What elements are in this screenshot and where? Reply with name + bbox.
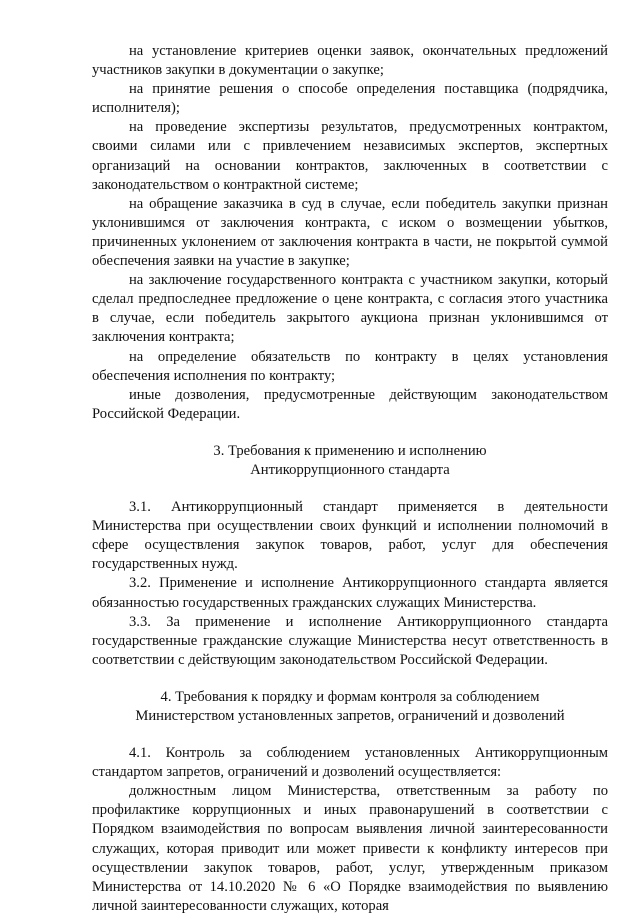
paragraph: на принятие решения о способе определения поставщика (подрядчика, исполнителя); xyxy=(92,81,608,117)
section-3-heading-line2: Антикоррупционного стандарта xyxy=(250,461,450,478)
section-4-heading: 4. Требования к порядку и формам контроля за соблюдением xyxy=(160,688,540,705)
paragraph: на заключение государственного контракта с участником закупки, который сделал предпоследнее предложение о цене контракта, с согласия этого участника в случае, если победитель закрытого аукциона признан уклонившимся от заключения контракта; xyxy=(92,272,608,346)
section-3-heading: 3. Требования к применению и исполнению xyxy=(213,442,487,459)
document-body xyxy=(92,42,608,916)
paragraph: на обращение заказчика в суд в случае, если победитель закупки признан уклонившимся от заключения контракта, с иском о возмещении убытков, причиненных уклонением от заключения контракта в части, не покрытой суммой обеспечения заявки на участие в закупке; xyxy=(92,195,608,270)
section-4-heading-line2: Министерством установленных запретов, ограничений и дозволений xyxy=(135,708,565,724)
paragraph: на установление критериев оценки заявок, окончательных предложений участников закупки в документации о закупке; xyxy=(92,43,608,79)
paragraph: 3.3. За применение и исполнение Антикоррупционного стандарта государственные гражданские служащие Министерства несут ответственность в соответствии с действующим законодательством Российской Федерации. xyxy=(92,613,608,668)
paragraph: 3.2. Применение и исполнение Антикоррупционного стандарта является обязанностью государственных гражданских служащих Министерства. xyxy=(92,575,608,611)
paragraph: 4.1. Контроль за соблюдением установленных Антикоррупционным стандартом запретов, ограничений и дозволений осуществляется: xyxy=(92,745,608,781)
paragraph: должностным лицом Министерства, ответственным за работу по профилактике коррупционных и иных правонарушений в соответствии с Порядком взаимодействия по вопросам выявления личной заинтересованности служащих, которая приводит или может привести к конфликту интересов при осуществлении закупок товаров, работ, услуг, утвержденным приказом Министерства от 14.10.2020 № 6 «О Порядке взаимодействия по выявлению личной заинтересованности служащих, которая xyxy=(92,783,608,914)
paragraph: иные дозволения, предусмотренные действующим законодательством Российской Федерации. xyxy=(92,386,608,422)
paragraph: на проведение экспертизы результатов, предусмотренных контрактом, своими силами или с привлечением независимых экспертов, экспертных организаций на основании контрактов, заключенных в соответствии с законодательством о контрактной системе; xyxy=(92,119,608,193)
paragraph: на определение обязательств по контракту в целях установления обеспечения исполнения по контракту; xyxy=(92,348,608,384)
paragraph: 3.1. Антикоррупционный стандарт применяется в деятельности Министерства при осуществлении своих функций и исполнении полномочий в сфере осуществления закупок товаров, работ, услуг для обеспечения государственных нужд. xyxy=(92,499,608,573)
